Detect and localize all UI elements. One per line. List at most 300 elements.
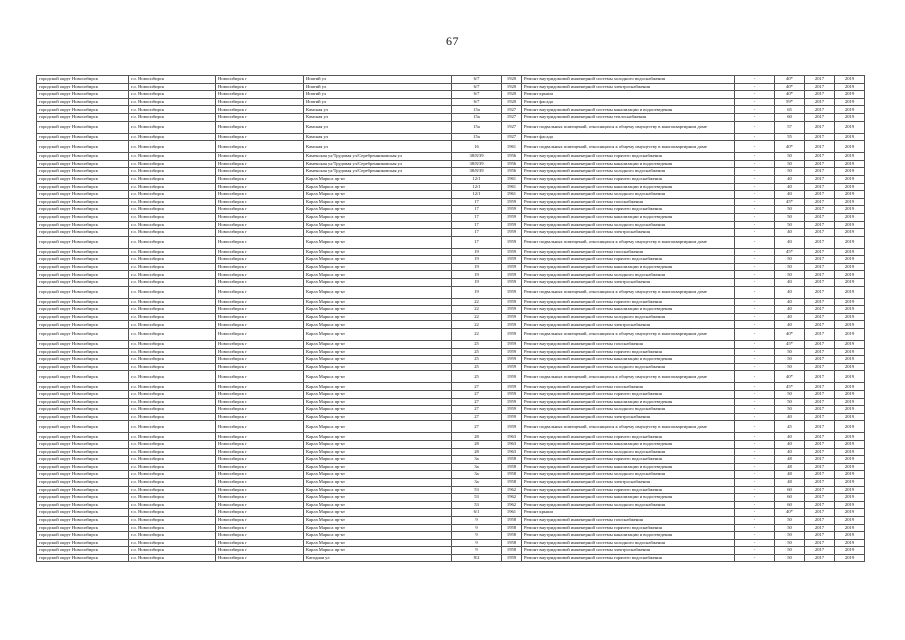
street-cell: Карла Маркса пр-кт xyxy=(304,248,452,256)
street-cell: Карла Маркса пр-кт xyxy=(304,198,452,206)
cost-cell: - xyxy=(735,271,775,279)
municipality-cell: г.о. Новосибирск xyxy=(129,463,216,471)
build-year-cell: 1959 xyxy=(502,383,522,391)
district-cell: городской округ Новосибирск xyxy=(37,76,129,84)
work-type-cell: Ремонт подвальных помещений, относящихся к общему имуществу в многоквартирном доме xyxy=(522,286,735,298)
build-year-cell: 1927 xyxy=(502,106,522,114)
table-row xyxy=(37,133,865,141)
cost-cell: - xyxy=(735,206,775,214)
end-year-cell: 2019 xyxy=(835,286,865,298)
end-year-cell: 2019 xyxy=(835,113,865,121)
house-number-cell: 6/7 xyxy=(452,76,502,84)
house-number-cell: 17 xyxy=(452,198,502,206)
term-cell: 57 xyxy=(775,121,805,133)
municipality-cell: г.о. Новосибирск xyxy=(129,236,216,248)
work-type-cell: Ремонт внутридомовой инженерной системы холодного водоснабжения xyxy=(522,471,735,479)
cost-cell: - xyxy=(735,168,775,176)
table-row xyxy=(37,236,865,248)
table-row xyxy=(37,113,865,121)
start-year-cell: 2017 xyxy=(805,198,835,206)
house-number-cell: 25 xyxy=(452,363,502,371)
start-year-cell: 2017 xyxy=(805,321,835,329)
start-year-cell: 2017 xyxy=(805,501,835,509)
house-number-cell: 9 xyxy=(452,516,502,524)
start-year-cell: 2017 xyxy=(805,391,835,399)
end-year-cell: 2019 xyxy=(835,391,865,399)
term-cell: 60 xyxy=(775,486,805,494)
term-cell: 45 xyxy=(775,421,805,433)
start-year-cell: 2017 xyxy=(805,341,835,349)
end-year-cell: 2019 xyxy=(835,279,865,287)
end-year-cell: 2019 xyxy=(835,509,865,517)
build-year-cell: 1920 xyxy=(502,91,522,99)
start-year-cell: 2017 xyxy=(805,263,835,271)
table-row xyxy=(37,341,865,349)
cost-cell: - xyxy=(735,516,775,524)
table-row xyxy=(37,383,865,391)
municipality-cell: г.о. Новосибирск xyxy=(129,478,216,486)
street-cell: Карла Маркса пр-кт xyxy=(304,532,452,540)
house-number-cell: 17 xyxy=(452,221,502,229)
build-year-cell: 1961 xyxy=(502,509,522,517)
city-cell: Новосибирск г xyxy=(216,398,304,406)
house-number-cell: 17 xyxy=(452,206,502,214)
work-type-cell: Ремонт внутридомовой инженерной системы холодного водоснабжения xyxy=(522,406,735,414)
end-year-cell: 2019 xyxy=(835,106,865,114)
city-cell: Новосибирск г xyxy=(216,547,304,555)
end-year-cell: 2019 xyxy=(835,256,865,264)
municipality-cell: г.о. Новосибирск xyxy=(129,509,216,517)
end-year-cell: 2019 xyxy=(835,329,865,341)
build-year-cell: 1959 xyxy=(502,298,522,306)
cost-cell: - xyxy=(735,391,775,399)
municipality-cell: г.о. Новосибирск xyxy=(129,448,216,456)
end-year-cell: 2019 xyxy=(835,532,865,540)
start-year-cell: 2017 xyxy=(805,509,835,517)
start-year-cell: 2017 xyxy=(805,279,835,287)
work-type-cell: Ремонт внутридомовой инженерной системы газоснабжения xyxy=(522,341,735,349)
house-number-cell: 25 xyxy=(452,356,502,364)
end-year-cell: 2019 xyxy=(835,83,865,91)
start-year-cell: 2017 xyxy=(805,206,835,214)
term-cell: 40 xyxy=(775,433,805,441)
house-number-cell: 19 xyxy=(452,256,502,264)
table-row xyxy=(37,321,865,329)
end-year-cell: 2019 xyxy=(835,91,865,99)
start-year-cell: 2017 xyxy=(805,532,835,540)
term-cell: 40 xyxy=(775,236,805,248)
work-type-cell: Ремонт внутридомовой инженерной системы холодного водоснабжения xyxy=(522,168,735,176)
cost-cell: - xyxy=(735,248,775,256)
cost-cell: - xyxy=(735,213,775,221)
cost-cell: - xyxy=(735,191,775,199)
build-year-cell: 1959 xyxy=(502,341,522,349)
table-row xyxy=(37,363,865,371)
municipality-cell: г.о. Новосибирск xyxy=(129,98,216,106)
district-cell: городской округ Новосибирск xyxy=(37,168,129,176)
house-number-cell: 3а xyxy=(452,471,502,479)
city-cell: Новосибирск г xyxy=(216,191,304,199)
work-type-cell: Ремонт внутридомовой инженерной системы горячего водоснабжения xyxy=(522,486,735,494)
work-type-cell: Ремонт внутридомовой инженерной системы горячего водоснабжения xyxy=(522,456,735,464)
term-cell: 59* xyxy=(775,98,805,106)
cost-cell: - xyxy=(735,298,775,306)
end-year-cell: 2019 xyxy=(835,363,865,371)
house-number-cell: 28 xyxy=(452,440,502,448)
municipality-cell: г.о. Новосибирск xyxy=(129,532,216,540)
work-type-cell: Ремонт внутридомовой инженерной системы горячего водоснабжения xyxy=(522,433,735,441)
build-year-cell: 1959 xyxy=(502,329,522,341)
term-cell: 50 xyxy=(775,221,805,229)
term-cell: 40 xyxy=(775,279,805,287)
build-year-cell: 1963 xyxy=(502,448,522,456)
municipality-cell: г.о. Новосибирск xyxy=(129,486,216,494)
term-cell: 50 xyxy=(775,256,805,264)
start-year-cell: 2017 xyxy=(805,286,835,298)
street-cell: Карла Маркса пр-кт xyxy=(304,271,452,279)
cost-cell: - xyxy=(735,263,775,271)
cost-cell: - xyxy=(735,532,775,540)
end-year-cell: 2019 xyxy=(835,221,865,229)
municipality-cell: г.о. Новосибирск xyxy=(129,121,216,133)
municipality-cell: г.о. Новосибирск xyxy=(129,168,216,176)
table-row xyxy=(37,298,865,306)
city-cell: Новосибирск г xyxy=(216,348,304,356)
term-cell: 48 xyxy=(775,471,805,479)
city-cell: Новосибирск г xyxy=(216,133,304,141)
house-number-cell: 3а xyxy=(452,463,502,471)
municipality-cell: г.о. Новосибирск xyxy=(129,501,216,509)
city-cell: Новосибирск г xyxy=(216,463,304,471)
table-row xyxy=(37,191,865,199)
work-type-cell: Ремонт внутридомовой инженерной системы горячего водоснабжения xyxy=(522,348,735,356)
cost-cell: - xyxy=(735,448,775,456)
street-cell: Ипатий ул xyxy=(304,76,452,84)
table-row xyxy=(37,183,865,191)
work-type-cell: Ремонт внутридомовой инженерной системы канализации и водоотведения xyxy=(522,463,735,471)
municipality-cell: г.о. Новосибирск xyxy=(129,263,216,271)
house-number-cell: 25 xyxy=(452,348,502,356)
start-year-cell: 2017 xyxy=(805,363,835,371)
cost-cell: - xyxy=(735,471,775,479)
work-type-cell: Ремонт внутридомовой инженерной системы горячего водоснабжения xyxy=(522,175,735,183)
end-year-cell: 2019 xyxy=(835,298,865,306)
table-row xyxy=(37,175,865,183)
house-number-cell: 3а xyxy=(452,456,502,464)
district-cell: городской округ Новосибирск xyxy=(37,256,129,264)
start-year-cell: 2017 xyxy=(805,371,835,383)
municipality-cell: г.о. Новосибирск xyxy=(129,286,216,298)
street-cell: Карла Маркса пр-кт xyxy=(304,236,452,248)
district-cell: городской округ Новосибирск xyxy=(37,471,129,479)
start-year-cell: 2017 xyxy=(805,213,835,221)
house-number-cell: 15а xyxy=(452,113,502,121)
district-cell: городской округ Новосибирск xyxy=(37,321,129,329)
work-type-cell: Ремонт внутридомовой инженерной системы холодного водоснабжения xyxy=(522,539,735,547)
build-year-cell: 1959 xyxy=(502,321,522,329)
cost-cell: - xyxy=(735,398,775,406)
cost-cell: - xyxy=(735,198,775,206)
cost-cell: - xyxy=(735,306,775,314)
work-type-cell: Ремонт внутридомовой инженерной системы газоснабжения xyxy=(522,198,735,206)
municipality-cell: г.о. Новосибирск xyxy=(129,279,216,287)
term-cell: 50 xyxy=(775,153,805,161)
house-number-cell: 27 xyxy=(452,391,502,399)
work-type-cell: Ремонт внутридомовой инженерной системы газоснабжения xyxy=(522,516,735,524)
street-cell: Карла Маркса пр-кт xyxy=(304,494,452,502)
house-number-cell: 28 xyxy=(452,448,502,456)
start-year-cell: 2017 xyxy=(805,486,835,494)
municipality-cell: г.о. Новосибирск xyxy=(129,256,216,264)
city-cell: Новосибирск г xyxy=(216,321,304,329)
city-cell: Новосибирск г xyxy=(216,391,304,399)
build-year-cell: 1963 xyxy=(502,440,522,448)
table-row xyxy=(37,168,865,176)
municipality-cell: г.о. Новосибирск xyxy=(129,191,216,199)
city-cell: Новосибирск г xyxy=(216,329,304,341)
street-cell: Карла Маркса пр-кт xyxy=(304,348,452,356)
cost-cell: - xyxy=(735,371,775,383)
city-cell: Новосибирск г xyxy=(216,168,304,176)
house-number-cell: 15а xyxy=(452,121,502,133)
start-year-cell: 2017 xyxy=(805,153,835,161)
cost-cell: - xyxy=(735,141,775,153)
municipality-cell: г.о. Новосибирск xyxy=(129,91,216,99)
city-cell: Новосибирск г xyxy=(216,236,304,248)
work-type-cell: Ремонт подвальных помещений, относящихся к общему имуществу в многоквартирном доме xyxy=(522,141,735,153)
work-type-cell: Ремонт внутридомовой инженерной системы горячего водоснабжения xyxy=(522,153,735,161)
term-cell: 40 xyxy=(775,175,805,183)
house-number-cell: 6/7 xyxy=(452,98,502,106)
term-cell: 40* xyxy=(775,371,805,383)
table-row xyxy=(37,248,865,256)
street-cell: Карла Маркса пр-кт xyxy=(304,356,452,364)
start-year-cell: 2017 xyxy=(805,539,835,547)
end-year-cell: 2019 xyxy=(835,516,865,524)
start-year-cell: 2017 xyxy=(805,421,835,433)
work-type-cell: Ремонт фасада xyxy=(522,133,735,141)
street-cell: Каменская ул/Трудовая ул/Серебренниковская ул xyxy=(304,153,452,161)
end-year-cell: 2019 xyxy=(835,198,865,206)
end-year-cell: 2019 xyxy=(835,486,865,494)
municipality-cell: г.о. Новосибирск xyxy=(129,298,216,306)
district-cell: городской округ Новосибирск xyxy=(37,248,129,256)
start-year-cell: 2017 xyxy=(805,456,835,464)
build-year-cell: 1959 xyxy=(502,256,522,264)
city-cell: Новосибирск г xyxy=(216,76,304,84)
municipality-cell: г.о. Новосибирск xyxy=(129,321,216,329)
work-type-cell: Ремонт внутридомовой инженерной системы канализации и водоотведения xyxy=(522,183,735,191)
work-type-cell: Ремонт внутридомовой инженерной системы горячего водоснабжения xyxy=(522,298,735,306)
term-cell: 50 xyxy=(775,532,805,540)
house-number-cell: 8/2 xyxy=(452,554,502,562)
district-cell: городской округ Новосибирск xyxy=(37,448,129,456)
end-year-cell: 2019 xyxy=(835,313,865,321)
district-cell: городской округ Новосибирск xyxy=(37,263,129,271)
city-cell: Новосибирск г xyxy=(216,532,304,540)
district-cell: городской округ Новосибирск xyxy=(37,306,129,314)
city-cell: Новосибирск г xyxy=(216,271,304,279)
municipality-cell: г.о. Новосибирск xyxy=(129,524,216,532)
municipality-cell: г.о. Новосибирск xyxy=(129,113,216,121)
end-year-cell: 2019 xyxy=(835,321,865,329)
house-number-cell: 12/1 xyxy=(452,175,502,183)
work-type-cell: Ремонт внутридомовой инженерной системы газоснабжения xyxy=(522,248,735,256)
work-type-cell: Ремонт подвальных помещений, относящихся к общему имуществу в многоквартирном доме xyxy=(522,371,735,383)
start-year-cell: 2017 xyxy=(805,398,835,406)
municipality-cell: г.о. Новосибирск xyxy=(129,494,216,502)
start-year-cell: 2017 xyxy=(805,306,835,314)
term-cell: 45* xyxy=(775,248,805,256)
work-type-cell: Ремонт внутридомовой инженерной системы горячего водоснабжения xyxy=(522,554,735,562)
district-cell: городской округ Новосибирск xyxy=(37,98,129,106)
end-year-cell: 2019 xyxy=(835,248,865,256)
build-year-cell: 1959 xyxy=(502,263,522,271)
house-number-cell: 27 xyxy=(452,421,502,433)
city-cell: Новосибирск г xyxy=(216,471,304,479)
city-cell: Новосибирск г xyxy=(216,421,304,433)
house-number-cell: 19 xyxy=(452,286,502,298)
municipality-cell: г.о. Новосибирск xyxy=(129,83,216,91)
cost-cell: - xyxy=(735,229,775,237)
table-body xyxy=(37,76,865,562)
table-row xyxy=(37,463,865,471)
municipality-cell: г.о. Новосибирск xyxy=(129,248,216,256)
term-cell: 60 xyxy=(775,113,805,121)
start-year-cell: 2017 xyxy=(805,554,835,562)
start-year-cell: 2017 xyxy=(805,133,835,141)
term-cell: 45* xyxy=(775,341,805,349)
table-row xyxy=(37,106,865,114)
table-row xyxy=(37,313,865,321)
table-row xyxy=(37,83,865,91)
municipality-cell: г.о. Новосибирск xyxy=(129,229,216,237)
district-cell: городской округ Новосибирск xyxy=(37,398,129,406)
end-year-cell: 2019 xyxy=(835,398,865,406)
end-year-cell: 2019 xyxy=(835,271,865,279)
city-cell: Новосибирск г xyxy=(216,356,304,364)
cost-cell: - xyxy=(735,153,775,161)
start-year-cell: 2017 xyxy=(805,191,835,199)
work-type-cell: Ремонт внутридомовой инженерной системы канализации и водоотведения xyxy=(522,398,735,406)
street-cell: Ипатий ул xyxy=(304,83,452,91)
municipality-cell: г.о. Новосибирск xyxy=(129,141,216,153)
build-year-cell: 1959 xyxy=(502,221,522,229)
build-year-cell: 1959 xyxy=(502,248,522,256)
term-cell: 40 xyxy=(775,306,805,314)
street-cell: Карла Маркса пр-кт xyxy=(304,341,452,349)
house-number-cell: 15а xyxy=(452,133,502,141)
cost-cell: - xyxy=(735,440,775,448)
city-cell: Новосибирск г xyxy=(216,383,304,391)
work-type-cell: Ремонт подвальных помещений, относящихся к общему имуществу в многоквартирном доме xyxy=(522,421,735,433)
city-cell: Новосибирск г xyxy=(216,121,304,133)
street-cell: Карла Маркса пр-кт xyxy=(304,206,452,214)
district-cell: городской округ Новосибирск xyxy=(37,547,129,555)
street-cell: Карла Маркса пр-кт xyxy=(304,421,452,433)
cost-cell: - xyxy=(735,494,775,502)
term-cell: 40* xyxy=(775,83,805,91)
house-number-cell: 9 xyxy=(452,532,502,540)
house-number-cell: 6/7 xyxy=(452,91,502,99)
municipality-cell: г.о. Новосибирск xyxy=(129,133,216,141)
district-cell: городской округ Новосибирск xyxy=(37,271,129,279)
street-cell: Камская ул xyxy=(304,121,452,133)
start-year-cell: 2017 xyxy=(805,91,835,99)
work-type-cell: Ремонт внутридомовой инженерной системы холодного водоснабжения xyxy=(522,221,735,229)
district-cell: городской округ Новосибирск xyxy=(37,539,129,547)
district-cell: городской округ Новосибирск xyxy=(37,516,129,524)
start-year-cell: 2017 xyxy=(805,76,835,84)
house-number-cell: 16 xyxy=(452,141,502,153)
cost-cell: - xyxy=(735,183,775,191)
city-cell: Новосибирск г xyxy=(216,83,304,91)
start-year-cell: 2017 xyxy=(805,256,835,264)
municipality-cell: г.о. Новосибирск xyxy=(129,153,216,161)
term-cell: 40 xyxy=(775,313,805,321)
build-year-cell: 1956 xyxy=(502,160,522,168)
start-year-cell: 2017 xyxy=(805,313,835,321)
cost-cell: - xyxy=(735,76,775,84)
district-cell: городской округ Новосибирск xyxy=(37,413,129,421)
term-cell: 40 xyxy=(775,183,805,191)
term-cell: 40 xyxy=(775,448,805,456)
table-row xyxy=(37,279,865,287)
cost-cell: - xyxy=(735,554,775,562)
cost-cell: - xyxy=(735,121,775,133)
city-cell: Новосибирск г xyxy=(216,456,304,464)
table-row xyxy=(37,221,865,229)
house-number-cell: 19 xyxy=(452,263,502,271)
table-row xyxy=(37,421,865,433)
district-cell: городской округ Новосибирск xyxy=(37,532,129,540)
district-cell: городской округ Новосибирск xyxy=(37,440,129,448)
table-row xyxy=(37,213,865,221)
work-type-cell: Ремонт внутридомовой инженерной системы холодного водоснабжения xyxy=(522,313,735,321)
street-cell: Камская ул xyxy=(304,133,452,141)
build-year-cell: 1959 xyxy=(502,554,522,562)
build-year-cell: 1959 xyxy=(502,363,522,371)
start-year-cell: 2017 xyxy=(805,440,835,448)
start-year-cell: 2017 xyxy=(805,356,835,364)
term-cell: 40 xyxy=(775,298,805,306)
build-year-cell: 1959 xyxy=(502,236,522,248)
build-year-cell: 1961 xyxy=(502,175,522,183)
city-cell: Новосибирск г xyxy=(216,229,304,237)
end-year-cell: 2019 xyxy=(835,471,865,479)
build-year-cell: 1959 xyxy=(502,371,522,383)
table-row xyxy=(37,206,865,214)
city-cell: Новосибирск г xyxy=(216,160,304,168)
district-cell: городской округ Новосибирск xyxy=(37,486,129,494)
start-year-cell: 2017 xyxy=(805,98,835,106)
work-type-cell: Ремонт подвальных помещений, относящихся к общему имуществу в многоквартирном доме xyxy=(522,236,735,248)
cost-cell: - xyxy=(735,456,775,464)
street-cell: Камская ул xyxy=(304,113,452,121)
term-cell: 50 xyxy=(775,554,805,562)
term-cell: 40* xyxy=(775,509,805,517)
table-row xyxy=(37,198,865,206)
municipality-cell: г.о. Новосибирск xyxy=(129,356,216,364)
city-cell: Новосибирск г xyxy=(216,433,304,441)
district-cell: городской округ Новосибирск xyxy=(37,141,129,153)
work-type-cell: Ремонт внутридомовой инженерной системы канализации и водоотведения xyxy=(522,160,735,168)
house-number-cell: 6/7 xyxy=(452,83,502,91)
work-type-cell: Ремонт крыши xyxy=(522,509,735,517)
term-cell: 50 xyxy=(775,271,805,279)
house-number-cell: 3а xyxy=(452,478,502,486)
house-number-cell: 27 xyxy=(452,406,502,414)
